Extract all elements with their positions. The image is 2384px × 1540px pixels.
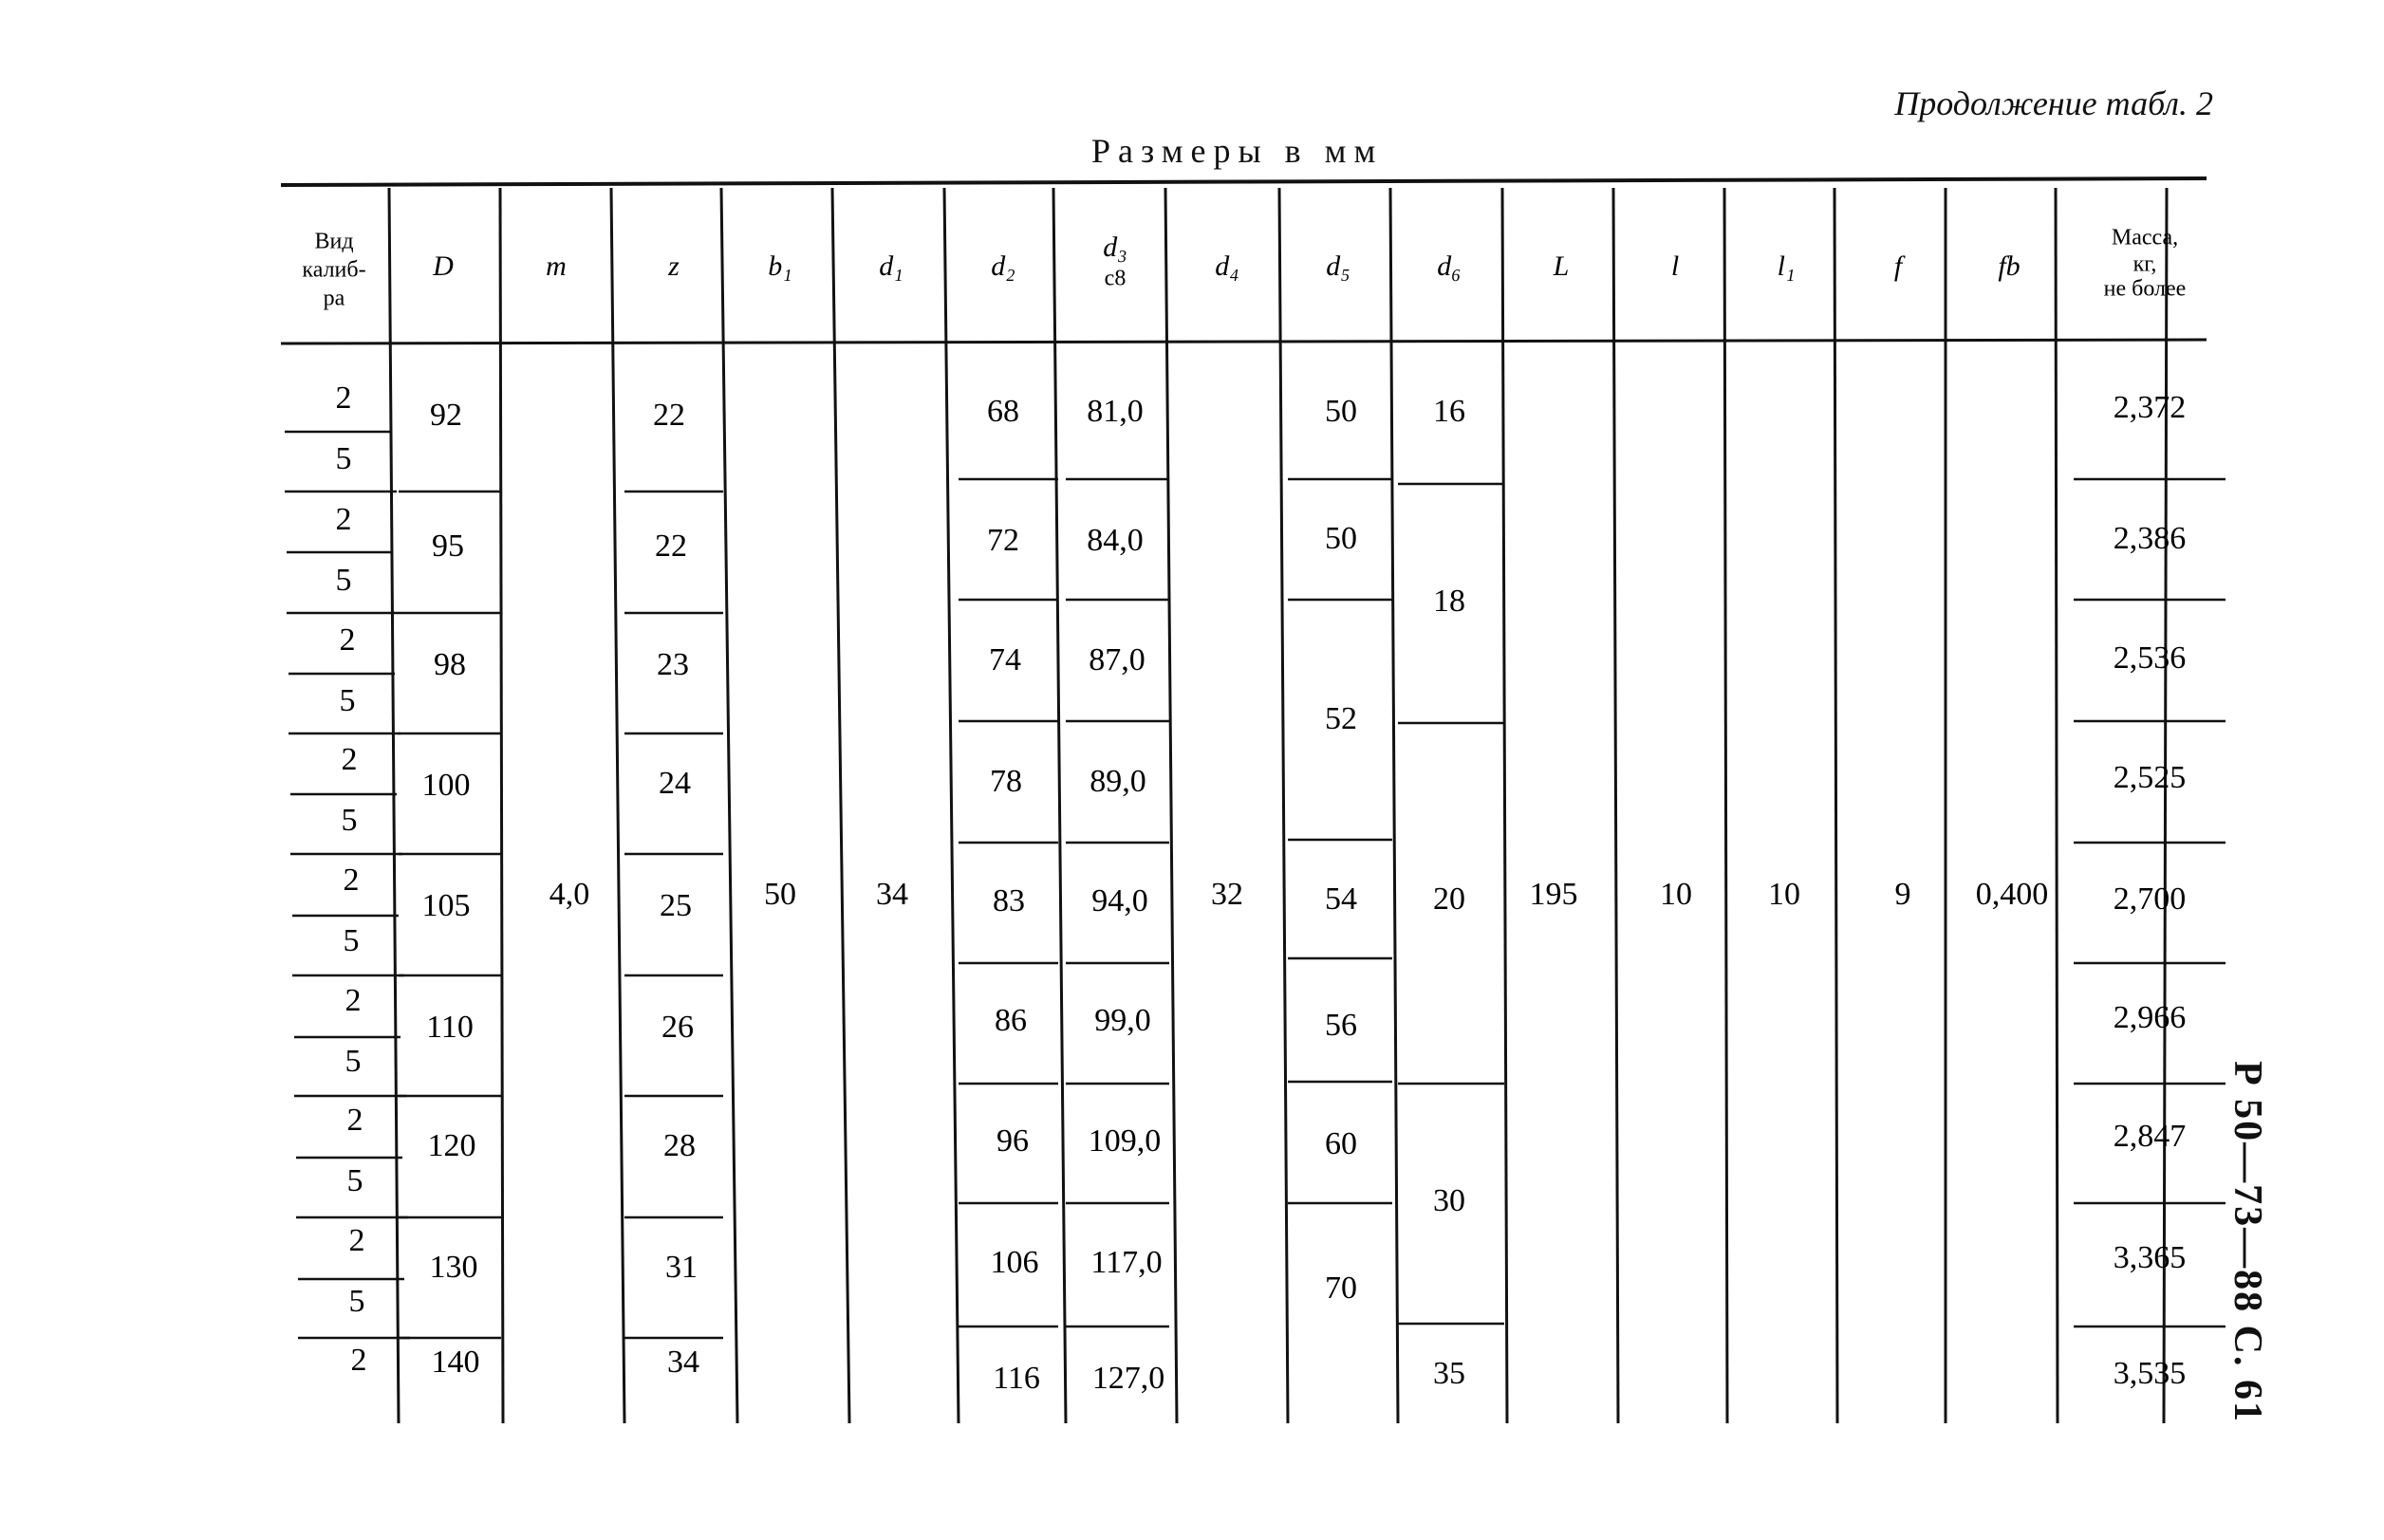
cell-d6: 16 (1433, 393, 1465, 429)
rule-line (944, 188, 959, 1423)
cell-vid: 5 (343, 922, 360, 958)
header-d2: d₂ (991, 250, 1015, 282)
cell-d2: 116 (993, 1360, 1040, 1396)
cell-mass: 3,365 (2113, 1239, 2187, 1275)
cell-d6: 35 (1433, 1355, 1465, 1391)
cell-z: 22 (653, 397, 685, 433)
cell-d2: 106 (990, 1244, 1039, 1280)
header-mass-1: Масса, (2111, 225, 2179, 250)
cell-d2: 74 (989, 641, 1021, 677)
cell-mass: 2,386 (2113, 520, 2187, 556)
cell-mass: 2,536 (2113, 640, 2187, 676)
cell-vid: 5 (348, 1283, 365, 1319)
rule-line (389, 188, 399, 1423)
cell-d3: 127,0 (1091, 1360, 1165, 1396)
rule-line (1279, 188, 1288, 1423)
cell-z: 34 (667, 1344, 699, 1380)
cell-d3: 117,0 (1090, 1244, 1163, 1280)
header-mass-2: кг, (2133, 251, 2157, 277)
header-D: D (433, 250, 454, 282)
cell-d3: 84,0 (1087, 522, 1144, 558)
rule-line (1390, 188, 1398, 1423)
cell-d2: 83 (993, 882, 1025, 918)
cell-mass: 2,525 (2113, 759, 2187, 795)
cell-D: 105 (421, 887, 471, 923)
cell-d5: 70 (1325, 1270, 1357, 1306)
header-d3: d₃ (1103, 231, 1127, 263)
cell-vid: 2 (348, 1222, 365, 1258)
header-fb: fb (1998, 250, 2021, 282)
cell-vid: 2 (341, 741, 358, 777)
cell-d4: 32 (1211, 876, 1243, 912)
cell-vid: 5 (346, 1162, 363, 1198)
cell-b1: 50 (764, 876, 796, 912)
cell-vid: 5 (341, 802, 358, 838)
cell-fb: 0,400 (1975, 876, 2049, 912)
cell-vid: 5 (345, 1043, 362, 1079)
rule-line (721, 188, 737, 1423)
cell-D: 120 (427, 1127, 476, 1163)
cell-mass: 2,700 (2113, 881, 2187, 917)
cell-z: 23 (657, 646, 689, 682)
units-caption: Размеры в мм (1091, 132, 1384, 170)
cell-vid: 2 (346, 1102, 363, 1138)
cell-d3: 87,0 (1089, 641, 1145, 677)
table-row (336, 502, 2187, 598)
cell-mass: 2,966 (2113, 999, 2187, 1035)
side-page-label: Р 50—73—88 С. 61 (2226, 1061, 2269, 1423)
cell-vid: 2 (335, 501, 352, 537)
cell-l: 10 (1660, 876, 1692, 912)
header-vid-1: Вид (314, 229, 354, 254)
cell-d2: 68 (987, 393, 1019, 429)
cell-z: 25 (660, 887, 692, 923)
cell-mass: 3,535 (2113, 1355, 2187, 1391)
cell-vid: 2 (339, 622, 356, 658)
cell-f: 9 (1894, 876, 1911, 912)
cell-d5: 56 (1325, 1007, 1357, 1043)
table-row (351, 1343, 2187, 1396)
header-d1: d₁ (879, 250, 903, 282)
cell-d3: 89,0 (1090, 763, 1146, 799)
table-grid (281, 178, 2226, 1423)
cell-z: 24 (659, 765, 691, 801)
cell-d2: 78 (990, 763, 1022, 799)
header-m: m (546, 250, 567, 282)
cell-d3: 94,0 (1091, 882, 1148, 918)
cell-vid: 2 (335, 380, 352, 416)
header-l1: l₁ (1777, 250, 1796, 282)
cell-d5: 52 (1325, 700, 1357, 736)
cell-vid: 2 (343, 862, 360, 898)
cell-D: 140 (431, 1344, 480, 1380)
header-d4: d₄ (1215, 250, 1239, 282)
cell-d3: 81,0 (1087, 393, 1144, 429)
cell-vid: 5 (335, 562, 352, 598)
cell-vid: 5 (339, 682, 356, 718)
header-d6: d₆ (1437, 250, 1462, 282)
cell-D: 110 (426, 1009, 474, 1045)
header-L: L (1553, 250, 1570, 282)
rule-line (1724, 188, 1727, 1423)
cell-D: 130 (429, 1249, 478, 1285)
header-z: z (668, 250, 680, 282)
cell-d5: 54 (1325, 881, 1357, 917)
rule-line (281, 340, 2207, 343)
cell-d1: 34 (876, 876, 908, 912)
rule-line (832, 188, 849, 1423)
cell-vid: 2 (350, 1342, 367, 1378)
cell-d6: 30 (1433, 1182, 1465, 1218)
cell-d6: 20 (1433, 881, 1465, 917)
header-f: f (1893, 250, 1903, 282)
header-vid-2: калиб- (302, 257, 366, 283)
cell-z: 28 (663, 1127, 696, 1163)
cell-d6: 18 (1433, 583, 1465, 619)
rule-line (2056, 188, 2058, 1423)
cell-L: 195 (1529, 876, 1578, 912)
cell-d3: 109,0 (1088, 1123, 1162, 1159)
cell-vid: 5 (335, 440, 352, 476)
cell-d3: 99,0 (1094, 1002, 1151, 1038)
rule-line (1165, 188, 1177, 1423)
cell-z: 31 (665, 1249, 698, 1285)
cell-z: 22 (655, 528, 687, 564)
rule-line (281, 178, 2207, 185)
rule-line (611, 188, 624, 1423)
cell-mass: 2,847 (2113, 1118, 2187, 1154)
rule-line (500, 188, 503, 1423)
cell-m: 4,0 (549, 876, 590, 912)
cell-d5: 60 (1325, 1125, 1357, 1161)
header-mass-3: не более (2103, 276, 2187, 302)
cell-vid: 2 (345, 982, 362, 1018)
header-vid-3: ра (323, 286, 345, 311)
cell-d2: 72 (987, 522, 1019, 558)
cell-D: 100 (421, 767, 471, 803)
cell-D: 92 (430, 397, 462, 433)
cell-d5: 50 (1325, 520, 1357, 556)
header-l: l (1670, 250, 1680, 282)
cell-z: 26 (661, 1009, 694, 1045)
rule-line (1835, 188, 1837, 1423)
rule-line (1613, 188, 1618, 1423)
continuation-title: Продолжение табл. 2 (1894, 84, 2213, 122)
rule-line (1053, 188, 1066, 1423)
rule-line (2164, 188, 2167, 1423)
header-b1: b₁ (768, 250, 792, 282)
rule-line (1502, 188, 1507, 1423)
cell-d5: 50 (1325, 393, 1357, 429)
cell-D: 98 (434, 646, 466, 682)
cell-mass: 2,372 (2113, 389, 2187, 425)
header-d3-sub: c8 (1104, 266, 1127, 291)
cell-d2: 96 (996, 1123, 1029, 1159)
cell-l1: 10 (1768, 876, 1800, 912)
cell-d2: 86 (995, 1002, 1027, 1038)
cell-D: 95 (432, 528, 464, 564)
header-d5: d₅ (1326, 250, 1350, 282)
